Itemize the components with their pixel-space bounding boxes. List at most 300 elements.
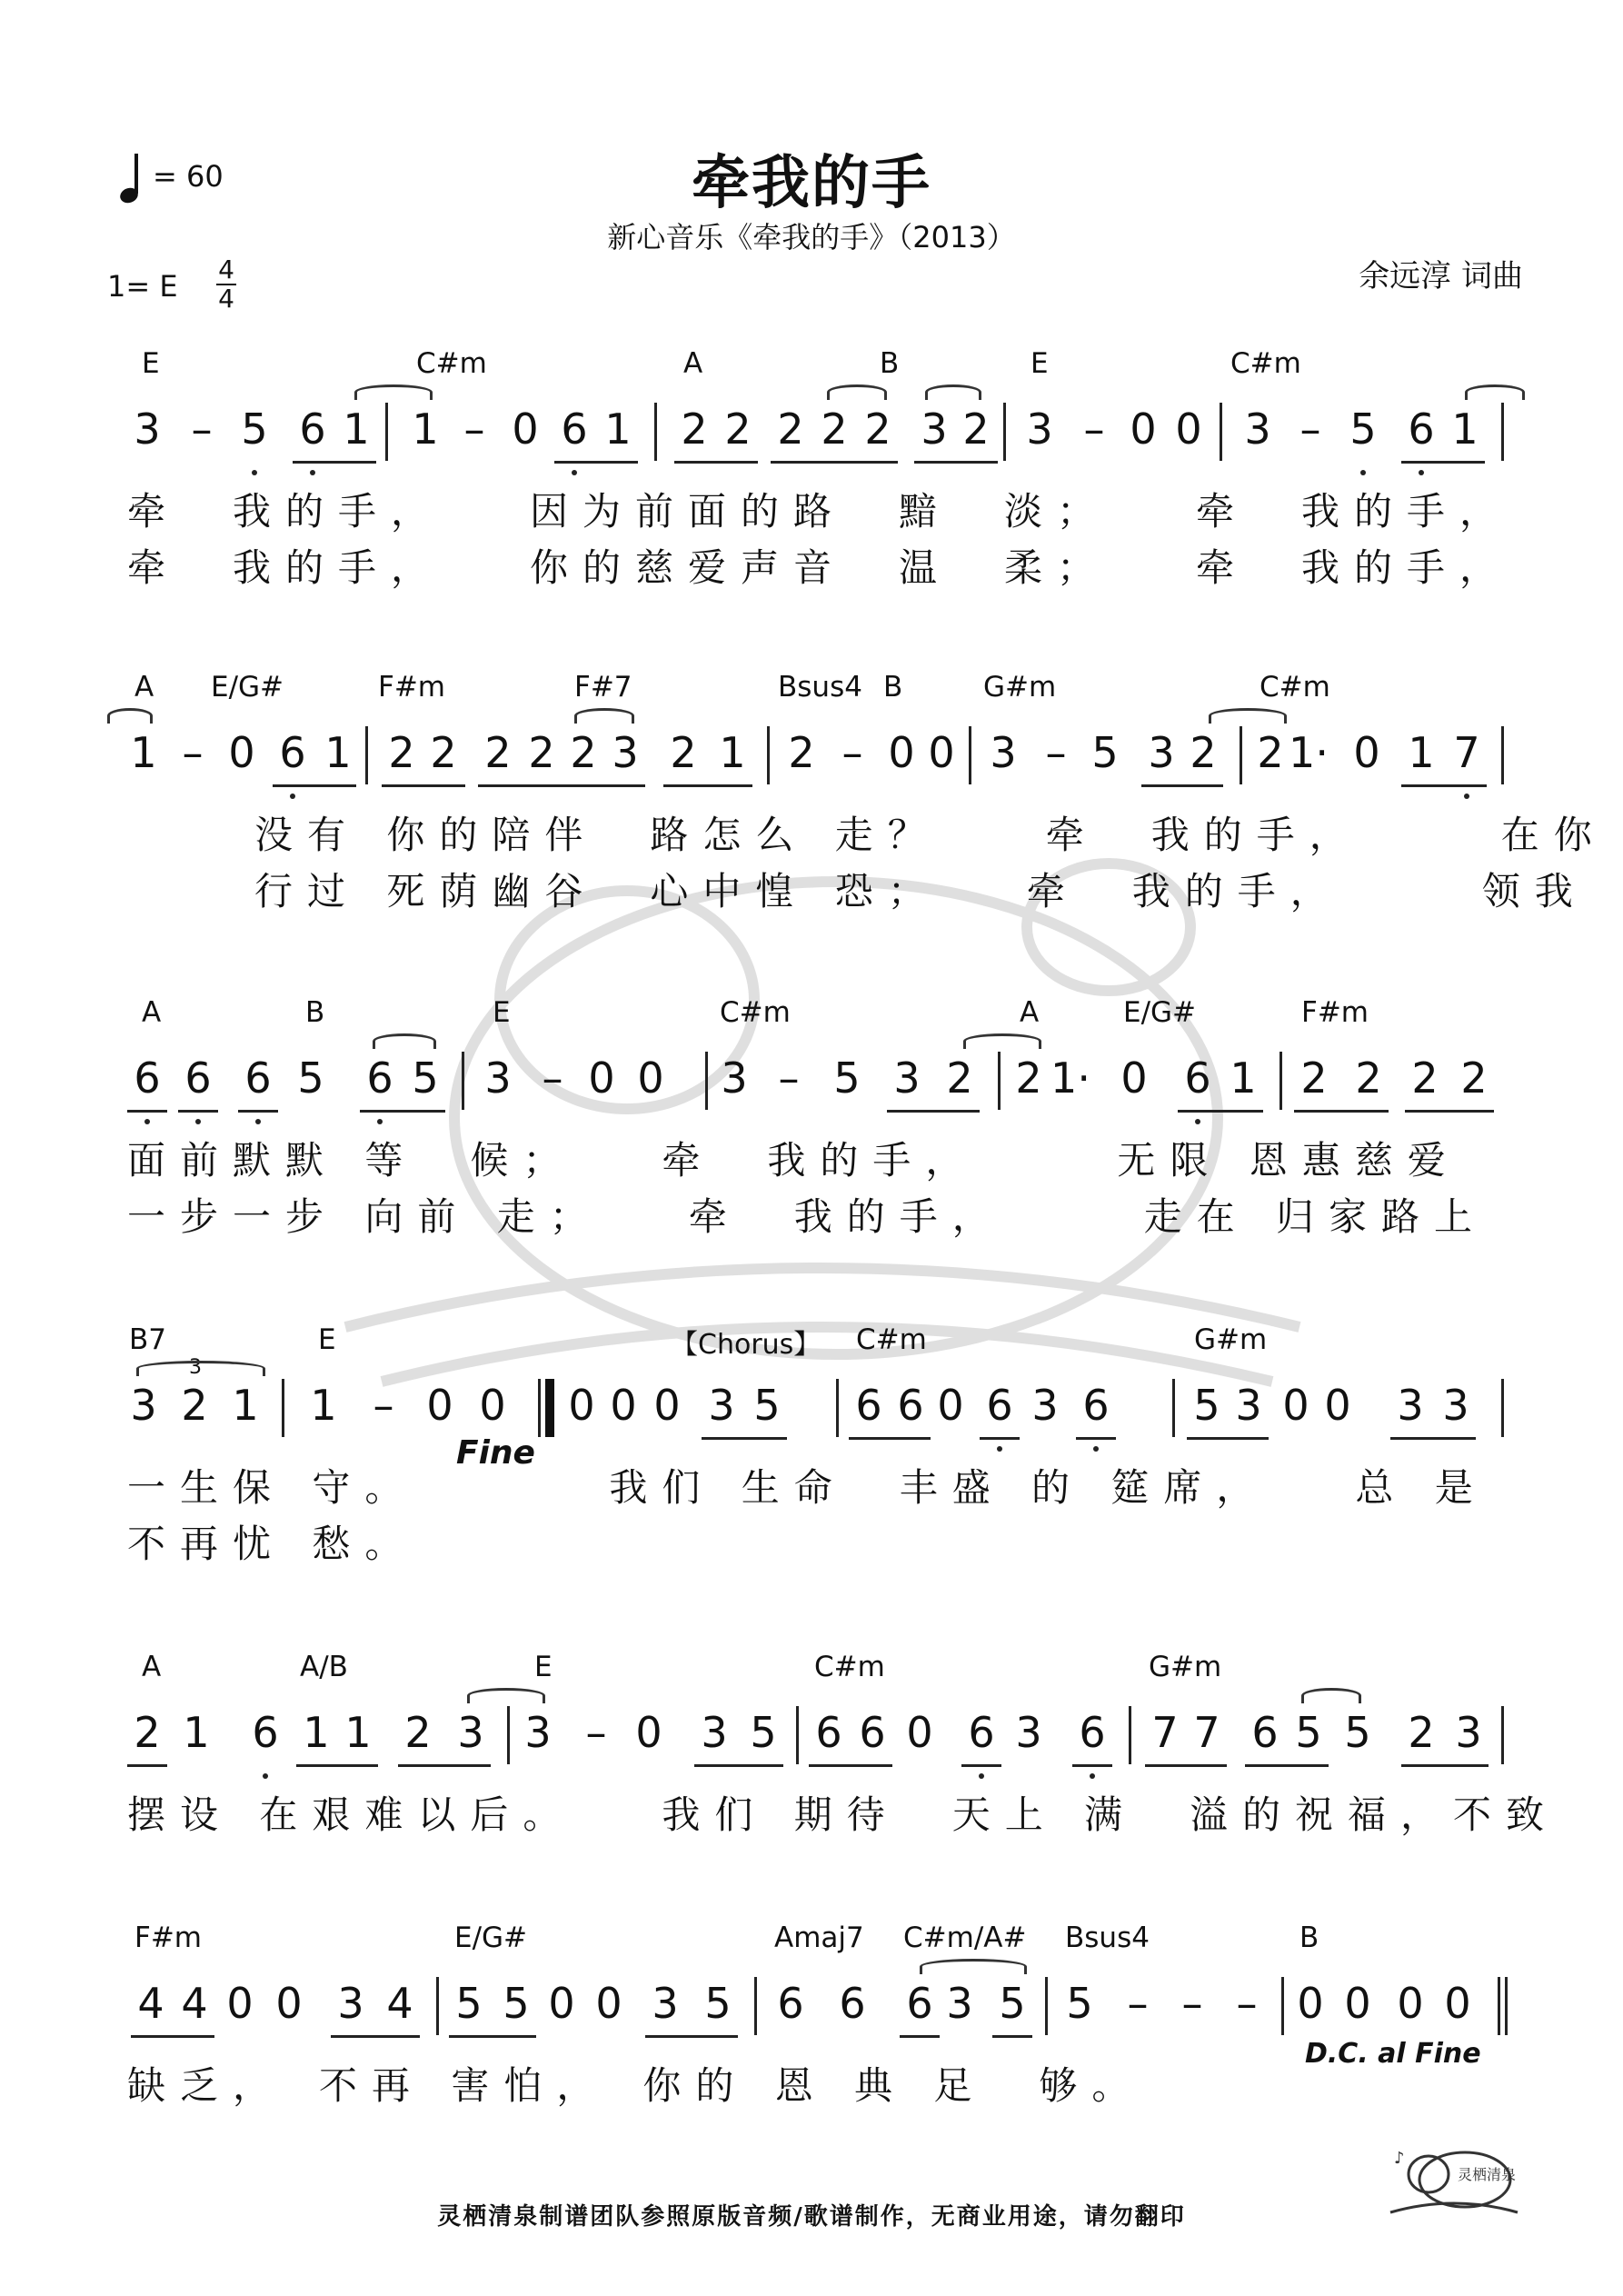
- note: 1: [232, 1381, 259, 1430]
- low-octave-dot: [1360, 470, 1366, 475]
- beam-underline: [238, 1110, 278, 1113]
- beam-underline: [296, 1764, 378, 1767]
- beam-underline: [127, 1110, 167, 1113]
- note: 3: [1026, 404, 1053, 454]
- note: 0: [1353, 728, 1380, 777]
- quarter-note-icon: [118, 150, 145, 206]
- chord: A/B: [300, 1651, 348, 1683]
- beam-underline: [694, 1764, 783, 1767]
- note: 5: [1295, 1708, 1322, 1757]
- lyric-verse-1: 摆设 在艰难以后。 我们 期待 天上 满 溢的祝福，不致: [127, 1792, 1559, 1837]
- note: –: [463, 404, 485, 454]
- note: 6: [1082, 1381, 1110, 1430]
- note: 6: [839, 1979, 866, 2028]
- note: 0: [512, 404, 539, 454]
- note: –: [585, 1708, 607, 1757]
- note: 1: [183, 1708, 210, 1757]
- note: 2: [681, 404, 708, 454]
- note: 3: [721, 1053, 748, 1103]
- chord: B: [880, 347, 900, 380]
- note: 6: [968, 1708, 995, 1757]
- note: 6: [252, 1708, 279, 1757]
- note: –: [1236, 1979, 1258, 2028]
- beam-underline: [331, 2035, 420, 2038]
- bar-line: [1045, 1977, 1048, 2035]
- note: 6: [244, 1053, 272, 1103]
- chord: G#m: [983, 671, 1057, 704]
- key-signature: 1= E: [107, 269, 178, 304]
- bar-line: [1505, 1977, 1508, 2035]
- beam-underline: [1141, 784, 1223, 787]
- note: 0: [588, 1053, 615, 1103]
- bar-line: [538, 1379, 541, 1437]
- low-octave-dot: [263, 1773, 268, 1779]
- note: 2: [404, 1708, 432, 1757]
- low-octave-dot: [1464, 794, 1469, 799]
- beam-underline: [771, 461, 898, 464]
- note: –: [373, 1381, 394, 1430]
- note: 0: [1397, 1979, 1424, 2028]
- low-octave-dot: [255, 1119, 261, 1124]
- chord: B: [883, 671, 903, 704]
- time-signature-bottom: 4: [218, 284, 234, 314]
- note: 6: [279, 728, 306, 777]
- note: 1: [1230, 1053, 1257, 1103]
- note: 0: [275, 1979, 303, 2028]
- note: –: [1181, 1979, 1203, 2028]
- bar-line: [385, 403, 388, 461]
- low-octave-dot: [290, 794, 295, 799]
- note: 1: [719, 728, 746, 777]
- note: 2: [1408, 1708, 1435, 1757]
- note: 0: [1344, 1979, 1371, 2028]
- beam-underline: [645, 2035, 738, 2038]
- note: 0: [1120, 1053, 1148, 1103]
- note: 5: [833, 1053, 861, 1103]
- chord: C#m: [720, 996, 791, 1029]
- triplet-slur: [136, 1361, 265, 1376]
- beam-underline: [1072, 1764, 1112, 1767]
- note: 1: [1451, 404, 1479, 454]
- tie: [354, 384, 433, 400]
- chord: C#m: [1260, 671, 1330, 704]
- note: 2: [670, 728, 697, 777]
- note: 6: [1184, 1053, 1211, 1103]
- beam-underline: [663, 784, 752, 787]
- note: 2: [788, 728, 815, 777]
- bar-line: [1003, 403, 1006, 461]
- note: 2: [570, 728, 597, 777]
- note: 6: [184, 1053, 212, 1103]
- bar-line: [1498, 1977, 1500, 2035]
- footer-notice: 灵栖清泉制谱团队参照原版音频/歌谱制作，无商业用途，请勿翻印: [437, 2203, 1186, 2231]
- note: 2: [724, 404, 752, 454]
- logo-sheep-icon: [1381, 2141, 1527, 2223]
- bar-line: [507, 1706, 510, 1764]
- note: 2: [1460, 1053, 1488, 1103]
- bar-line: [998, 1052, 1001, 1110]
- note: 0: [637, 1053, 664, 1103]
- beam-underline: [1245, 1764, 1329, 1767]
- note: –: [841, 728, 863, 777]
- note-row: [0, 1373, 1623, 1455]
- time-signature: [213, 256, 240, 313]
- dc-al-fine-mark: D.C. al Fine: [1305, 2038, 1481, 2070]
- bar-line: [1129, 1706, 1131, 1764]
- bar-line: [1501, 726, 1504, 784]
- svg-text:♪: ♪: [1394, 2149, 1405, 2168]
- low-octave-dot: [1195, 1119, 1200, 1124]
- chord: Bsus4: [1065, 1922, 1150, 1954]
- note: 3: [946, 1979, 973, 2028]
- beam-underline: [478, 784, 645, 787]
- tempo-value: = 60: [153, 159, 224, 194]
- chord: C#m/A#: [903, 1922, 1027, 1954]
- note: 1·: [1289, 728, 1329, 777]
- note: 3: [1015, 1708, 1042, 1757]
- note: 5: [750, 1708, 777, 1757]
- note: 3: [652, 1979, 679, 2028]
- note: 2: [484, 728, 512, 777]
- tie: [925, 384, 981, 400]
- note: 0: [1130, 404, 1157, 454]
- note: 1: [324, 728, 352, 777]
- note-row: [0, 1046, 1623, 1128]
- note: 6: [859, 1708, 886, 1757]
- note: 0: [228, 728, 255, 777]
- note: 3: [1455, 1708, 1482, 1757]
- note: 0: [568, 1381, 595, 1430]
- beam-underline: [360, 1110, 445, 1113]
- note: 6: [897, 1381, 924, 1430]
- note: –: [1045, 728, 1067, 777]
- note: 5: [1066, 1979, 1093, 2028]
- low-octave-dot: [572, 470, 577, 475]
- chorus-label: 【Chorus】: [671, 1329, 821, 1361]
- chord: E/G#: [1123, 996, 1197, 1029]
- note: 4: [137, 1979, 164, 2028]
- bar-line: [462, 1052, 464, 1110]
- note-row: [0, 1701, 1623, 1782]
- note: 0: [426, 1381, 453, 1430]
- lyric-verse-2: 行过 死荫幽谷 心中惶 恐； 牵 我的手， 领我: [254, 869, 1588, 913]
- note-row: [0, 397, 1623, 479]
- tie: [1301, 1688, 1361, 1703]
- note-row: [0, 721, 1623, 803]
- note: 2: [1411, 1053, 1439, 1103]
- note: 1: [130, 728, 157, 777]
- note: 0: [653, 1381, 681, 1430]
- chord: C#m: [416, 347, 487, 380]
- low-octave-dot: [252, 470, 257, 475]
- chord: C#m: [1230, 347, 1301, 380]
- chord: F#m: [1301, 996, 1369, 1029]
- note: 2: [1300, 1053, 1328, 1103]
- chord: E/G#: [211, 671, 284, 704]
- note: 3: [612, 728, 639, 777]
- note: 3: [337, 1979, 364, 2028]
- note: 3: [130, 1381, 157, 1430]
- note: 3: [1031, 1381, 1059, 1430]
- note: 2: [388, 728, 415, 777]
- beam-underline: [1401, 784, 1487, 787]
- fine-mark: Fine: [456, 1434, 535, 1472]
- note: 5: [1091, 728, 1119, 777]
- note: 6: [855, 1381, 882, 1430]
- bar-line: [836, 1379, 839, 1437]
- chord: A: [1020, 996, 1040, 1029]
- note: 7: [1151, 1708, 1179, 1757]
- tie: [920, 1959, 1027, 1974]
- note: 6: [906, 1979, 933, 2028]
- beam-underline: [273, 784, 356, 787]
- chord: F#7: [574, 671, 632, 704]
- bar-line: [969, 726, 971, 784]
- note: 0: [937, 1381, 964, 1430]
- beam-underline: [1178, 1110, 1263, 1113]
- note: 5: [503, 1979, 530, 2028]
- beam-underline: [131, 2035, 214, 2038]
- bar-line: [1501, 1379, 1504, 1437]
- beam-underline: [449, 2035, 536, 2038]
- note: 3: [701, 1708, 728, 1757]
- note: 6: [1079, 1708, 1106, 1757]
- logo-text: 灵栖清泉: [1458, 2166, 1517, 2183]
- bar-line: [754, 1977, 757, 2035]
- chord: F#m: [134, 1922, 203, 1954]
- note: 3: [1148, 728, 1175, 777]
- beam-underline: [382, 784, 465, 787]
- beam-underline: [293, 461, 376, 464]
- tie: [107, 708, 153, 724]
- note: 2: [134, 1708, 161, 1757]
- beam-underline: [1294, 1110, 1389, 1113]
- chord: C#m: [856, 1323, 927, 1356]
- note: 3: [524, 1708, 552, 1757]
- bar-line: [796, 1706, 799, 1764]
- note: 2: [962, 404, 990, 454]
- bar-line: [1279, 1052, 1282, 1110]
- bar-line: [436, 1977, 439, 2035]
- beam-underline: [1405, 1110, 1494, 1113]
- beam-underline: [809, 1764, 892, 1767]
- note: –: [778, 1053, 800, 1103]
- chord: Amaj7: [774, 1922, 864, 1954]
- note: 3: [484, 1053, 512, 1103]
- bar-line: [654, 403, 657, 461]
- note: 1: [310, 1381, 337, 1430]
- beam-underline: [554, 461, 638, 464]
- note: –: [191, 404, 213, 454]
- beam-underline: [961, 1764, 1001, 1767]
- lyric-verse-1: 牵 我的手， 因为前面的路 黯 淡； 牵 我的手，: [127, 489, 1513, 534]
- beam-underline: [398, 1764, 491, 1767]
- beam-underline: [1145, 1764, 1227, 1767]
- note: 3: [708, 1381, 735, 1430]
- note: 1: [344, 1708, 372, 1757]
- note: 2: [777, 404, 804, 454]
- note: 1: [303, 1708, 330, 1757]
- beam-underline: [900, 2035, 940, 2038]
- bar-line: [282, 1379, 284, 1437]
- note: 0: [888, 728, 915, 777]
- note: 0: [548, 1979, 575, 2028]
- note: 6: [134, 1053, 161, 1103]
- low-octave-dot: [144, 1119, 150, 1124]
- note: 5: [412, 1053, 439, 1103]
- note: 2: [1190, 728, 1217, 777]
- low-octave-dot: [1093, 1446, 1099, 1452]
- low-octave-dot: [377, 1119, 383, 1124]
- note: 5: [1349, 404, 1377, 454]
- beam-underline: [1187, 1437, 1269, 1440]
- note: 2: [181, 1381, 208, 1430]
- beam-underline: [887, 1110, 980, 1113]
- note: 0: [635, 1708, 662, 1757]
- note: 0: [226, 1979, 254, 2028]
- note: 1: [604, 404, 632, 454]
- note: 1: [343, 404, 370, 454]
- bar-line: [1240, 726, 1242, 784]
- note: 0: [595, 1979, 622, 2028]
- lyric-verse-2: 牵 我的手， 你的慈爱声音 温 柔； 牵 我的手，: [127, 545, 1513, 590]
- tie: [1209, 708, 1287, 724]
- low-octave-dot: [979, 1773, 984, 1779]
- note: 7: [1453, 728, 1480, 777]
- note: 1·: [1050, 1053, 1090, 1103]
- beam-underline: [674, 461, 758, 464]
- low-octave-dot: [310, 470, 315, 475]
- note: 2: [1257, 728, 1284, 777]
- lyric-verse-1: 缺乏， 不再 害怕， 你的 恩 典 足 够。: [127, 2063, 1145, 2108]
- chord: E: [1031, 347, 1049, 380]
- chord: B: [1299, 1922, 1319, 1954]
- note: –: [182, 728, 204, 777]
- low-octave-dot: [997, 1446, 1002, 1452]
- note: 2: [864, 404, 891, 454]
- note: 6: [815, 1708, 842, 1757]
- chord: C#m: [814, 1651, 885, 1683]
- note: 2: [1015, 1053, 1042, 1103]
- beam-underline: [980, 1437, 1020, 1440]
- triplet-mark: 3: [189, 1356, 202, 1379]
- low-octave-dot: [1090, 1773, 1095, 1779]
- lyric-verse-2: 一步一步 向前 走； 牵 我的手， 走在 归家路上: [127, 1194, 1488, 1239]
- chord: A: [142, 1651, 162, 1683]
- tie: [963, 1033, 1041, 1049]
- note: 5: [704, 1979, 732, 2028]
- note: 3: [921, 404, 948, 454]
- beam-underline: [702, 1437, 787, 1440]
- chord: F#m: [378, 671, 446, 704]
- note: 0: [610, 1381, 637, 1430]
- note: 2: [946, 1053, 973, 1103]
- song-author: 余远淳 词曲: [1359, 258, 1523, 294]
- chord: G#m: [1194, 1323, 1268, 1356]
- chord: E: [493, 996, 511, 1029]
- note: 0: [1175, 404, 1202, 454]
- note: 3: [1442, 1381, 1469, 1430]
- note: 0: [1324, 1381, 1351, 1430]
- note: 5: [1193, 1381, 1220, 1430]
- note: 6: [1251, 1708, 1279, 1757]
- note: 2: [821, 404, 848, 454]
- note: 0: [479, 1381, 506, 1430]
- note: 0: [1444, 1979, 1471, 2028]
- song-title: 牵我的手: [692, 150, 931, 217]
- bar-line: [1281, 1977, 1284, 2035]
- note: 3: [990, 728, 1017, 777]
- beam-underline: [1076, 1437, 1116, 1440]
- bar-line: [365, 726, 368, 784]
- note: 1: [412, 404, 439, 454]
- note: 3: [1235, 1381, 1262, 1430]
- note: 3: [1397, 1381, 1424, 1430]
- note: 6: [777, 1979, 804, 2028]
- tie: [574, 708, 634, 724]
- note: 4: [181, 1979, 208, 2028]
- note: 7: [1193, 1708, 1220, 1757]
- note: 6: [299, 404, 326, 454]
- beam-underline: [1401, 461, 1485, 464]
- note: 0: [906, 1708, 933, 1757]
- tie: [467, 1688, 545, 1703]
- lyric-verse-1: 一生保 守。 我们 生命 丰盛 的 筵席， 总 是: [127, 1465, 1488, 1510]
- note: –: [1083, 404, 1105, 454]
- low-octave-dot: [1419, 470, 1424, 475]
- bar-line: [767, 726, 770, 784]
- note: 0: [1282, 1381, 1309, 1430]
- bar-line: [1220, 403, 1222, 461]
- chord: Bsus4: [778, 671, 862, 704]
- note: 5: [241, 404, 268, 454]
- note: 1: [1408, 728, 1435, 777]
- low-octave-dot: [195, 1119, 201, 1124]
- time-signature-top: 4: [218, 255, 234, 285]
- beam-underline: [178, 1110, 218, 1113]
- note: 0: [928, 728, 955, 777]
- song-subtitle: 新心音乐《牵我的手》（2013）: [607, 220, 1016, 255]
- beam-underline: [127, 1764, 167, 1767]
- bar-line: [1172, 1379, 1175, 1437]
- lyric-verse-2: 不再忧 愁。: [127, 1522, 418, 1566]
- note: 6: [366, 1053, 393, 1103]
- note: –: [1299, 404, 1321, 454]
- note: 5: [297, 1053, 324, 1103]
- bar-line: [545, 1379, 554, 1437]
- bar-line: [1501, 1706, 1504, 1764]
- bar-line: [1501, 403, 1504, 461]
- beam-underline: [992, 2035, 1032, 2038]
- note: 3: [893, 1053, 921, 1103]
- chord: A: [683, 347, 703, 380]
- note: 5: [753, 1381, 781, 1430]
- tie: [373, 1033, 436, 1049]
- note: 2: [528, 728, 555, 777]
- note: 2: [430, 728, 457, 777]
- note: 6: [561, 404, 588, 454]
- note: 5: [455, 1979, 483, 2028]
- lyric-verse-1: 没有 你的陪伴 路怎么 走？ 牵 我的手， 在你: [254, 813, 1607, 857]
- tie: [1465, 384, 1525, 400]
- chord: E: [318, 1323, 336, 1356]
- note: 6: [1408, 404, 1435, 454]
- beam-underline: [1390, 1437, 1476, 1440]
- chord: A: [142, 996, 162, 1029]
- note: 5: [1344, 1708, 1371, 1757]
- chord: B: [305, 996, 325, 1029]
- note: 6: [986, 1381, 1013, 1430]
